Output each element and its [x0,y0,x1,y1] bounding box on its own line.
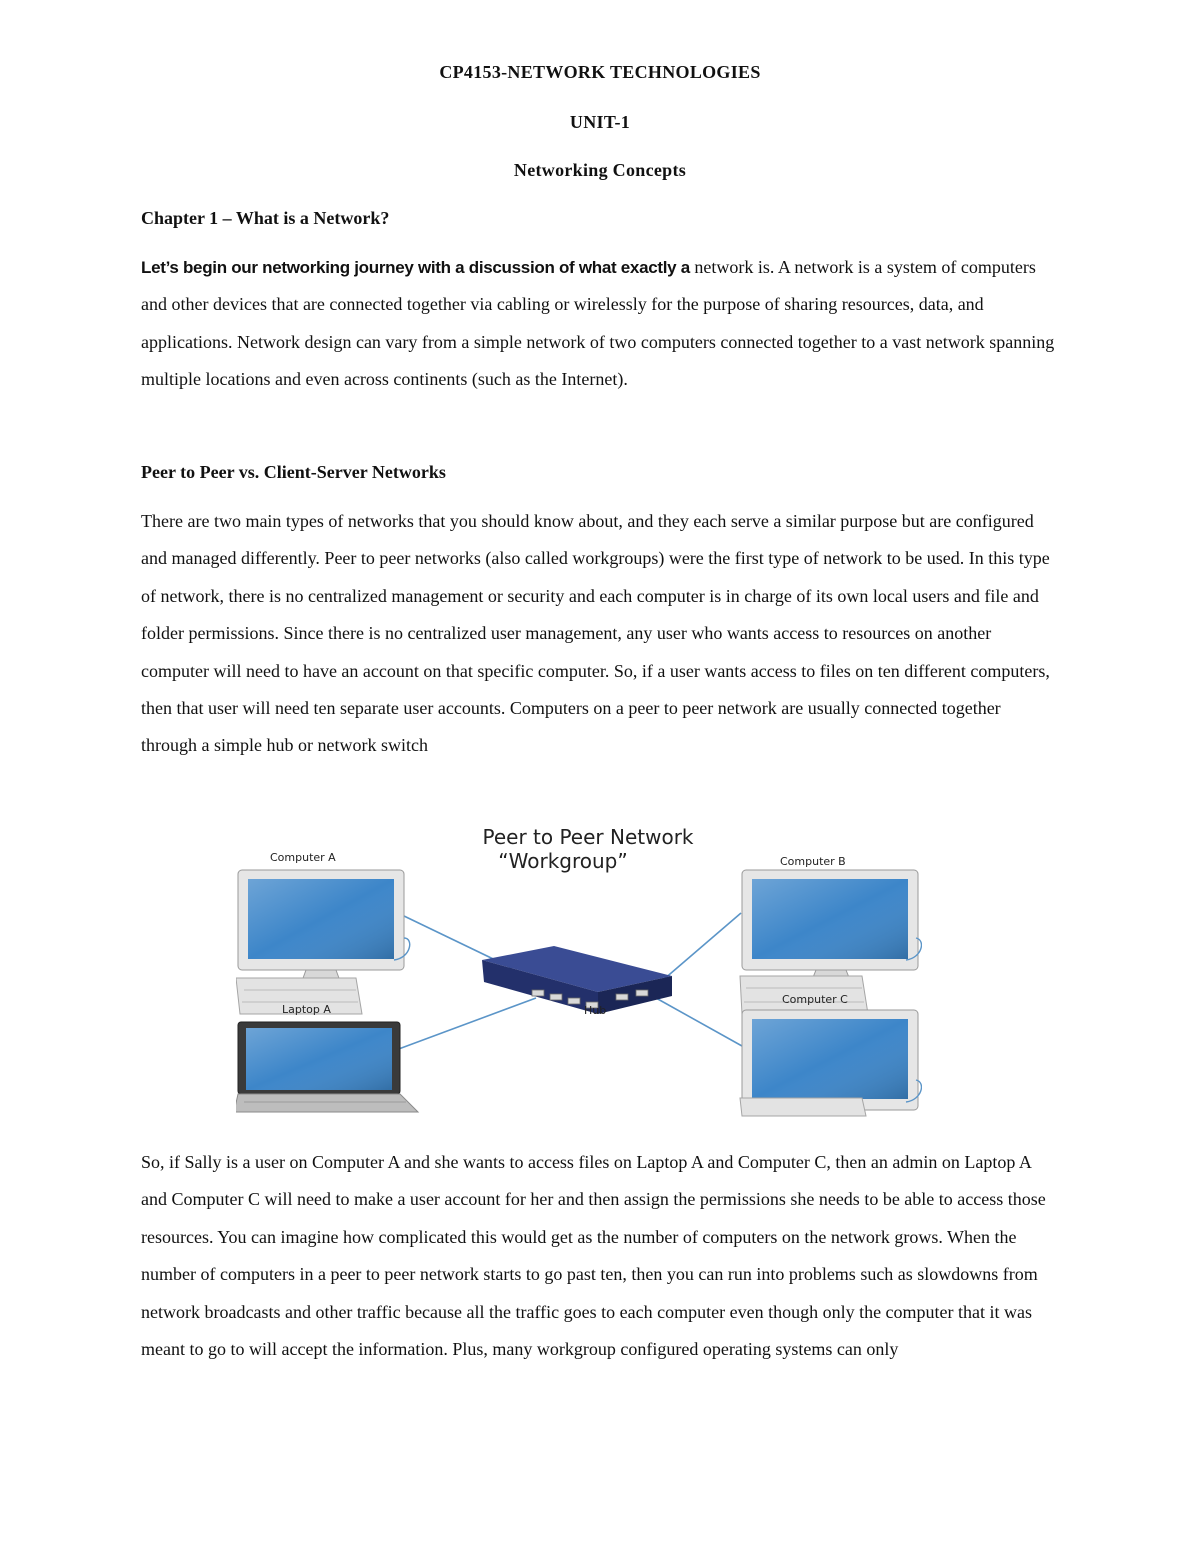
computer-a-label: Computer A [270,851,336,864]
topic-title: Networking Concepts [513,160,687,180]
diagram-title-line2: “Workgroup” [498,849,628,873]
computer-b-icon [740,855,921,1014]
hub-icon [482,946,672,1017]
section-heading: Peer to Peer vs. Client-Server Networks [141,462,446,482]
intro-body: network is. A network is a system of computers and other devices that are connected together via cabling or wirelessly for the purpose of sharing resources, data, and applications. Network design can vary from a simple network of two computers connected together to a vast network spanning multiple locations and even across continents (such as the Internet). [141,257,1055,390]
computer-c-label: Computer C [782,993,848,1006]
hub-label: Hub [584,1004,607,1017]
cable-computer-b [656,913,741,986]
unit-title: UNIT-1 [569,112,631,132]
diagram-title-line1: Peer to Peer Network [482,825,694,849]
computer-c-icon [740,993,921,1116]
peer-paragraph: There are two main types of networks that you should know about, and they each serve a similar purpose but are configured and managed differently. Peer to peer networks (also called workgroups) were the first type of network to be used. In this type of network, there is no centralized management or security and each computer is in charge of its own local users and file and folder permissions. Since there is no centralized user management, any user who wants access to resources on another computer will need to have an account on that specific computer. So, if a user wants access to files on ten different computers, then that user will need ten separate user accounts. Computers on a peer to peer network are usually connected together through a simple hub or network switch [141,511,1050,756]
laptop-a-label: Laptop A [282,1003,331,1016]
course-title: CP4153-NETWORK TECHNOLOGIES [439,62,761,82]
intro-lead-bold: Let’s begin our networking journey with a discussion of what exactly a [141,258,690,277]
intro-paragraph [141,249,1061,399]
cable-laptop-a [396,998,536,1050]
computer-a-icon [236,851,410,1014]
cable-computer-c [656,998,742,1046]
peer-to-peer-diagram [236,818,922,1118]
laptop-a-icon [236,1003,418,1112]
chapter-heading: Chapter 1 – What is a Network? [141,208,390,228]
computer-b-label: Computer B [780,855,846,868]
sally-paragraph: So, if Sally is a user on Computer A and she wants to access files on Laptop A and Computer C, then an admin on Laptop A and Computer C will need to make a user account for her and then assign the permissions she needs to be able to access those resources. You can imagine how complicated this would get as the number of computers on the network grows. When the number of computers in a peer to peer network starts to go past ten, then you can run into problems such as slowdowns from network broadcasts and other traffic because all the traffic goes to each computer even though only the computer that it was meant to go to will accept the information. Plus, many workgroup configured operating systems can only [141,1152,1046,1360]
